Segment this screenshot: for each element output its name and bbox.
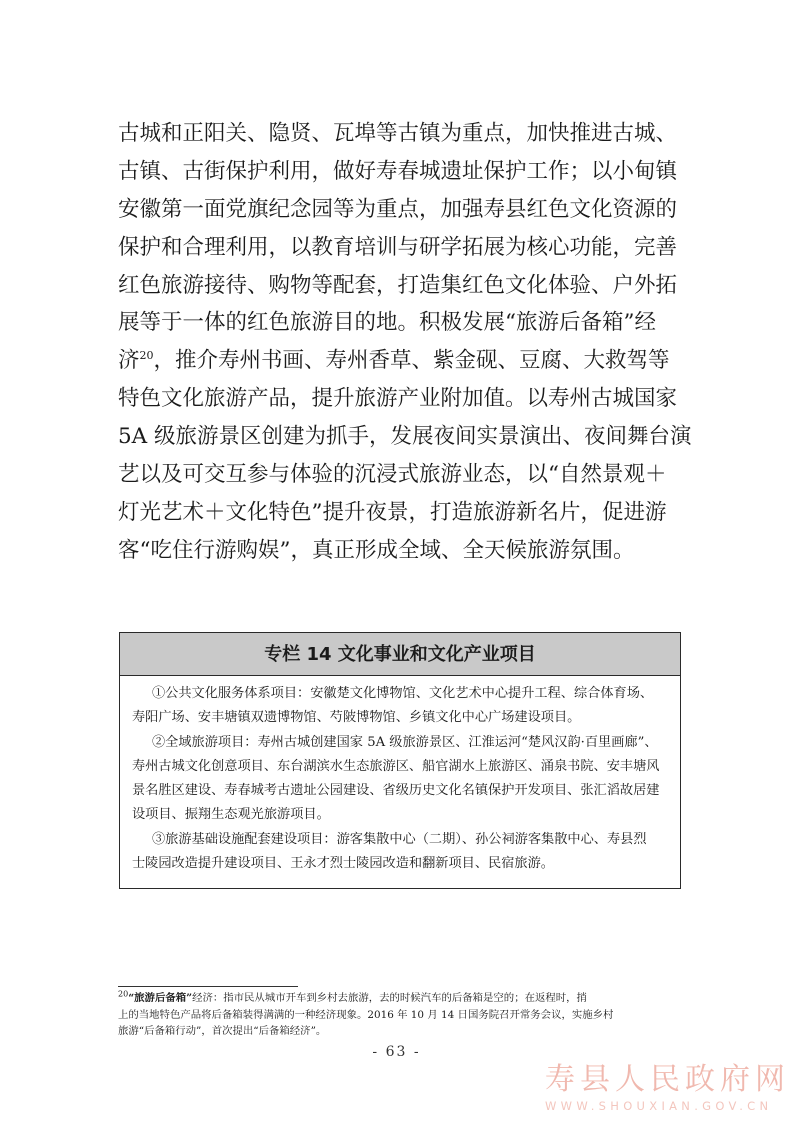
box-item-line: ②全域旅游项目：寿州古城创建国家 5A 级旅游景区、江淮运河“楚风汉韵·百里画廊”、 (152, 734, 658, 750)
body-line: 展等于一体的红色旅游目的地。积极发展“旅游后备箱”经 (118, 310, 656, 336)
body-line: 保护和合理利用，以教育培训与研学拓展为核心功能，完善 (118, 234, 678, 260)
footnote-number: 20 (118, 989, 129, 999)
footnote-line (118, 990, 690, 1007)
body-line: 艺以及可交互参与体验的沉浸式旅游业态，以“自然景观＋ (118, 462, 667, 488)
box-item-line: 设项目、振翔生态观光旅游项目。 (132, 807, 330, 823)
box-item-line: 寿阳广场、安丰塘镇双遗博物馆、芍陂博物馆、乡镇文化中心广场建设项目。 (132, 710, 581, 726)
box-item-line: 景名胜区建设、寿春城考古遗址公园建设、省级历史文化名镇保护开发项目、张汇滔故居建 (132, 783, 660, 799)
site-watermark (545, 1062, 790, 1122)
body-line: 灯光艺术＋文化特色”提升夜景，打造旅游新名片，促进游 (118, 499, 667, 525)
body-line: 特色文化旅游产品，提升旅游产业附加值。以寿州古城国家 (118, 386, 678, 412)
box-item-line: ①公共文化服务体系项目：安徽楚文化博物馆、文化艺术中心提升工程、综合体育场、 (152, 686, 654, 701)
watermark-url: WWW.SHOUXIAN.GOV.CN (545, 1099, 773, 1113)
body-text-fragment: ，推介寿州书画、寿州香草、紫金砚、豆腐、大救驾等 (153, 348, 670, 374)
footnote-line: 旅游“后备箱行动”，首次提出“后备箱经济”。 (118, 1025, 327, 1038)
column-box-body (120, 676, 680, 876)
footnote-line: 上的当地特色产品将后备箱装得满满的一种经济现象。2016 年 10 月 14 日国务院召开常务会议，实施乡村 (118, 1008, 614, 1021)
body-text-fragment: 济 (118, 348, 140, 374)
page-number: - 63 - (372, 1044, 421, 1060)
footnote-text: 经济：指市民从城市开车到乡村去旅游，去的时候汽车的后备箱是空的；在返程时，捎 (192, 992, 587, 1004)
body-line: 5A 级旅游景区创建为抓手，发展夜间实景演出、夜间舞台演 (118, 424, 692, 450)
footnote-divider (118, 986, 298, 987)
column-box-title: 专栏 14 文化事业和文化产业项目 (120, 633, 680, 676)
body-line (118, 342, 688, 380)
footnote-reference[interactable]: 20 (139, 349, 154, 363)
watermark-text: 寿县人民政府网 (545, 1062, 790, 1097)
body-line: 古城和正阳关、隐贤、瓦埠等古镇为重点，加快推进古城、 (118, 121, 678, 146)
column-box (119, 632, 681, 889)
box-item-line: 寿州古城文化创意项目、东台湖滨水生态旅游区、船官湖水上旅游区、涌泉书院、安丰塘风 (132, 758, 660, 774)
box-item-line: ③旅游基础设施配套建设项目：游客集散中心（二期）、孙公祠游客集散中心、寿县烈 (152, 831, 647, 847)
body-line: 古镇、古街保护利用，做好寿春城遗址保护工作；以小甸镇 (118, 158, 678, 184)
box-item-line: 士陵园改造提升建设项目、王永才烈士陵园改造和翻新项目、民宿旅游。 (132, 856, 554, 872)
footnote-term: “旅游后备箱” (128, 992, 193, 1004)
body-line: 红色旅游接待、购物等配套，打造集红色文化体验、户外拓 (118, 272, 678, 298)
body-line: 客“吃住行游购娱”，真正形成全域、全天候旅游氛围。 (118, 537, 635, 563)
body-line: 安徽第一面党旗纪念园等为重点，加强寿县红色文化资源的 (118, 196, 678, 222)
body-paragraph (118, 115, 692, 570)
footnote (118, 990, 690, 1040)
